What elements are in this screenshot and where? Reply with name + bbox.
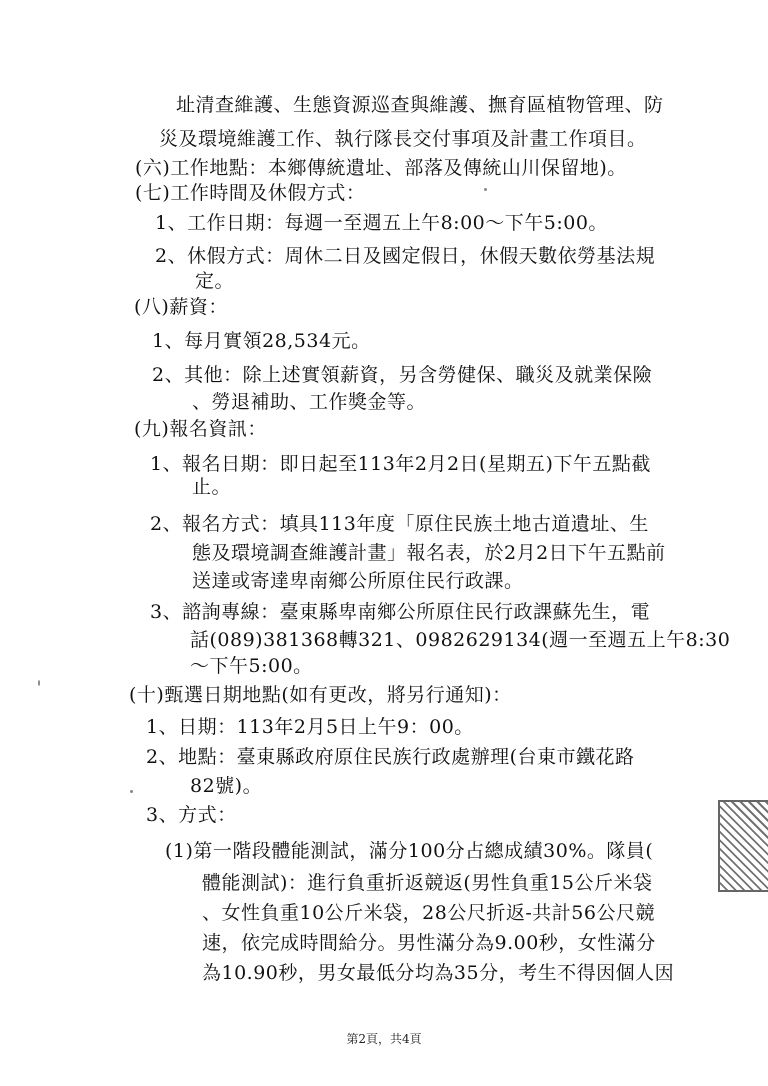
text-line: 態及環境調查維護計畫」報名表，於2月2日下午五點前 [192,542,666,564]
text-line: 2、報名方式：填具113年度「原住民族土地古道遺址、生 [150,513,649,535]
text-line: 2、地點：臺東縣政府原住民族行政處辦理(台東市鐵花路 [146,746,635,768]
text-line: (十)甄選日期地點(如有更改，將另行通知)： [129,684,512,706]
scan-speck [130,790,133,793]
text-line: 災及環境維護工作、執行隊長交付事項及計畫工作項目。 [159,128,647,150]
text-line: (九)報名資訊： [134,418,267,440]
text-line: 址清查維護、生態資源巡查與維護、撫育區植物管理、防 [176,94,664,116]
text-line: 話(089)381368轉321、0982629134(週一至週五上午8:30 [190,629,731,651]
text-line: 2、休假方式：周休二日及國定假日，休假天數依勞基法規 [155,245,656,267]
text-line: 3、方式： [146,804,237,826]
text-line: 1、每月實領28,534元。 [152,330,371,352]
scan-speck [38,680,40,686]
text-line: 定。 [195,270,235,292]
text-line: 82號)。 [190,775,263,797]
page-footer: 第2頁，共4頁 [346,1032,422,1046]
text-line: 止。 [192,476,232,498]
text-line: 1、日期：113年2月5日上午9：00。 [146,716,474,738]
text-line: 送達或寄達卑南鄉公所原住民行政課。 [192,570,524,592]
text-line: 、勞退補助、工作獎金等。 [192,391,427,413]
text-line: 1、工作日期：每週一至週五上午8:00～下午5:00。 [155,212,608,234]
text-line: (1)第一階段體能測試，滿分100分占總成績30%。隊員( [165,840,654,862]
text-line: ～下午5:00。 [190,655,313,677]
text-line: 3、諮詢專線：臺東縣卑南鄉公所原住民行政課蘇先生，電 [150,601,651,623]
text-line: 速，依完成時間給分。男性滿分為9.00秒，女性滿分 [202,932,656,954]
text-line: 、女性負重10公斤米袋，28公尺折返-共計56公尺競 [202,902,655,924]
text-line: 2、其他：除上述實領薪資，另含勞健保、職災及就業保險 [152,364,653,386]
text-line: (六)工作地點：本鄉傳統遺址、部落及傳統山川保留地)。 [135,157,627,179]
text-line: (八)薪資： [134,296,228,318]
punch-hole-stamp [718,800,768,892]
text-line: 為10.90秒，男女最低分均為35分，考生不得因個人因 [202,962,675,984]
text-line: 體能測試)：進行負重折返競返(男性負重15公斤米袋 [202,872,653,894]
scan-speck [484,188,487,191]
text-line: 1、報名日期：即日起至113年2月2日(星期五)下午五點截 [150,453,651,475]
text-line: (七)工作時間及休假方式： [135,182,366,204]
